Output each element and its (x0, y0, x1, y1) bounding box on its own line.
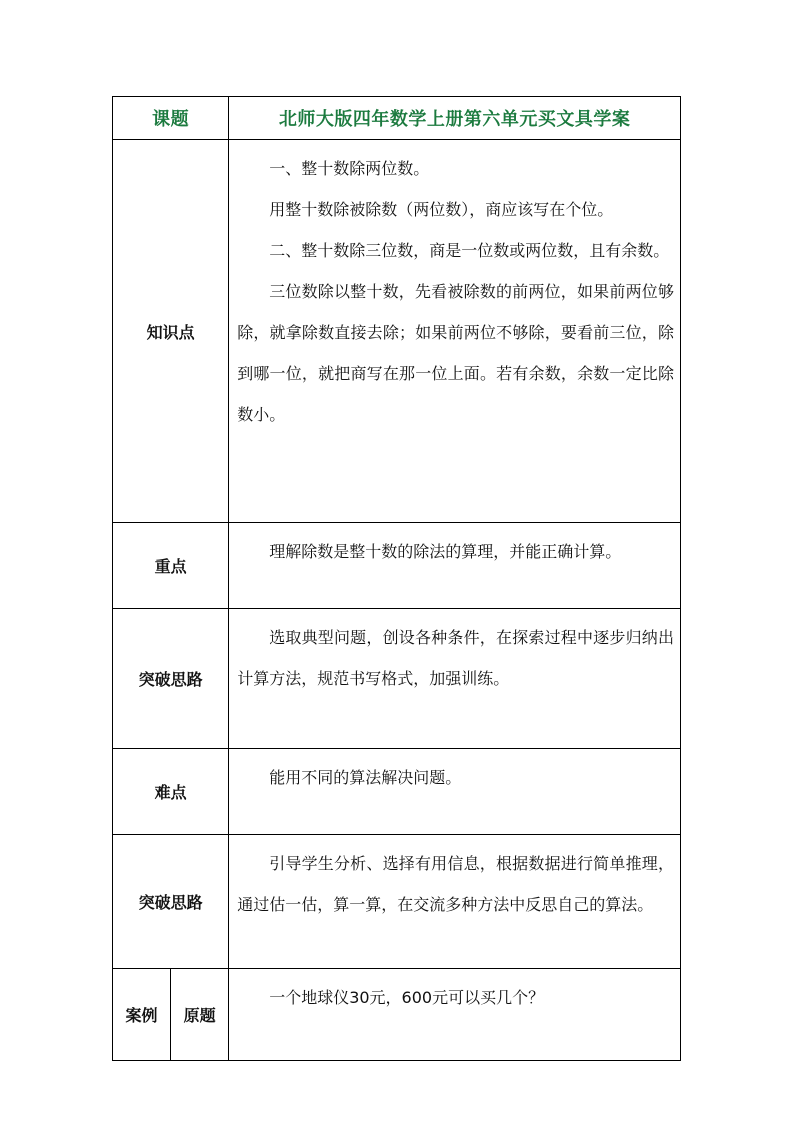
breakthrough-row-1 (113, 609, 681, 749)
knowledge-line-4: 三位数除以整十数，先看被除数的前两位，如果前两位够除，就拿除数直接去除；如果前两位不够除，要看前三位，除到哪一位，就把商写在那一位上面。若有余数，余数一定比除数小。 (237, 282, 674, 424)
key-point-row (113, 523, 681, 609)
knowledge-content (229, 140, 681, 523)
difficulty-cell (229, 749, 681, 835)
knowledge-label: 知识点 (113, 140, 229, 523)
lesson-title: 北师大版四年数学上册第六单元买文具学案 (229, 97, 681, 140)
difficulty-text: 能用不同的算法解决问题。 (269, 768, 462, 787)
breakthrough-row-2 (113, 835, 681, 969)
key-point-text: 理解除数是整十数的除法的算理，并能正确计算。 (269, 542, 622, 561)
breakthrough-cell-1 (229, 609, 681, 749)
breakthrough-cell-2 (229, 835, 681, 969)
knowledge-line-3: 二、整十数除三位数，商是一位数或两位数，且有余数。 (269, 241, 670, 260)
breakthrough-label-1: 突破思路 (113, 609, 229, 749)
difficulty-row (113, 749, 681, 835)
breakthrough-text-2: 引导学生分析、选择有用信息，根据数据进行简单推理，通过估一估，算一算，在交流多种方法中反思自己的算法。 (237, 854, 674, 914)
breakthrough-label-2: 突破思路 (113, 835, 229, 969)
knowledge-row (113, 140, 681, 523)
case-label: 案例 (113, 969, 171, 1061)
original-problem-label: 原题 (171, 969, 229, 1061)
key-point-label: 重点 (113, 523, 229, 609)
lesson-plan-table (112, 96, 681, 1061)
case-row (113, 969, 681, 1061)
case-cell (229, 969, 681, 1061)
topic-label: 课题 (113, 97, 229, 140)
difficulty-label: 难点 (113, 749, 229, 835)
original-problem-text: 一个地球仪30元，600元可以买几个？ (269, 988, 545, 1007)
breakthrough-text-1: 选取典型问题，创设各种条件，在探索过程中逐步归纳出计算方法，规范书写格式，加强训练。 (237, 628, 674, 688)
title-row (113, 97, 681, 140)
knowledge-line-1: 一、整十数除两位数。 (269, 159, 430, 178)
knowledge-line-2: 用整十数除被除数（两位数），商应该写在个位。 (269, 200, 614, 219)
key-point-cell (229, 523, 681, 609)
